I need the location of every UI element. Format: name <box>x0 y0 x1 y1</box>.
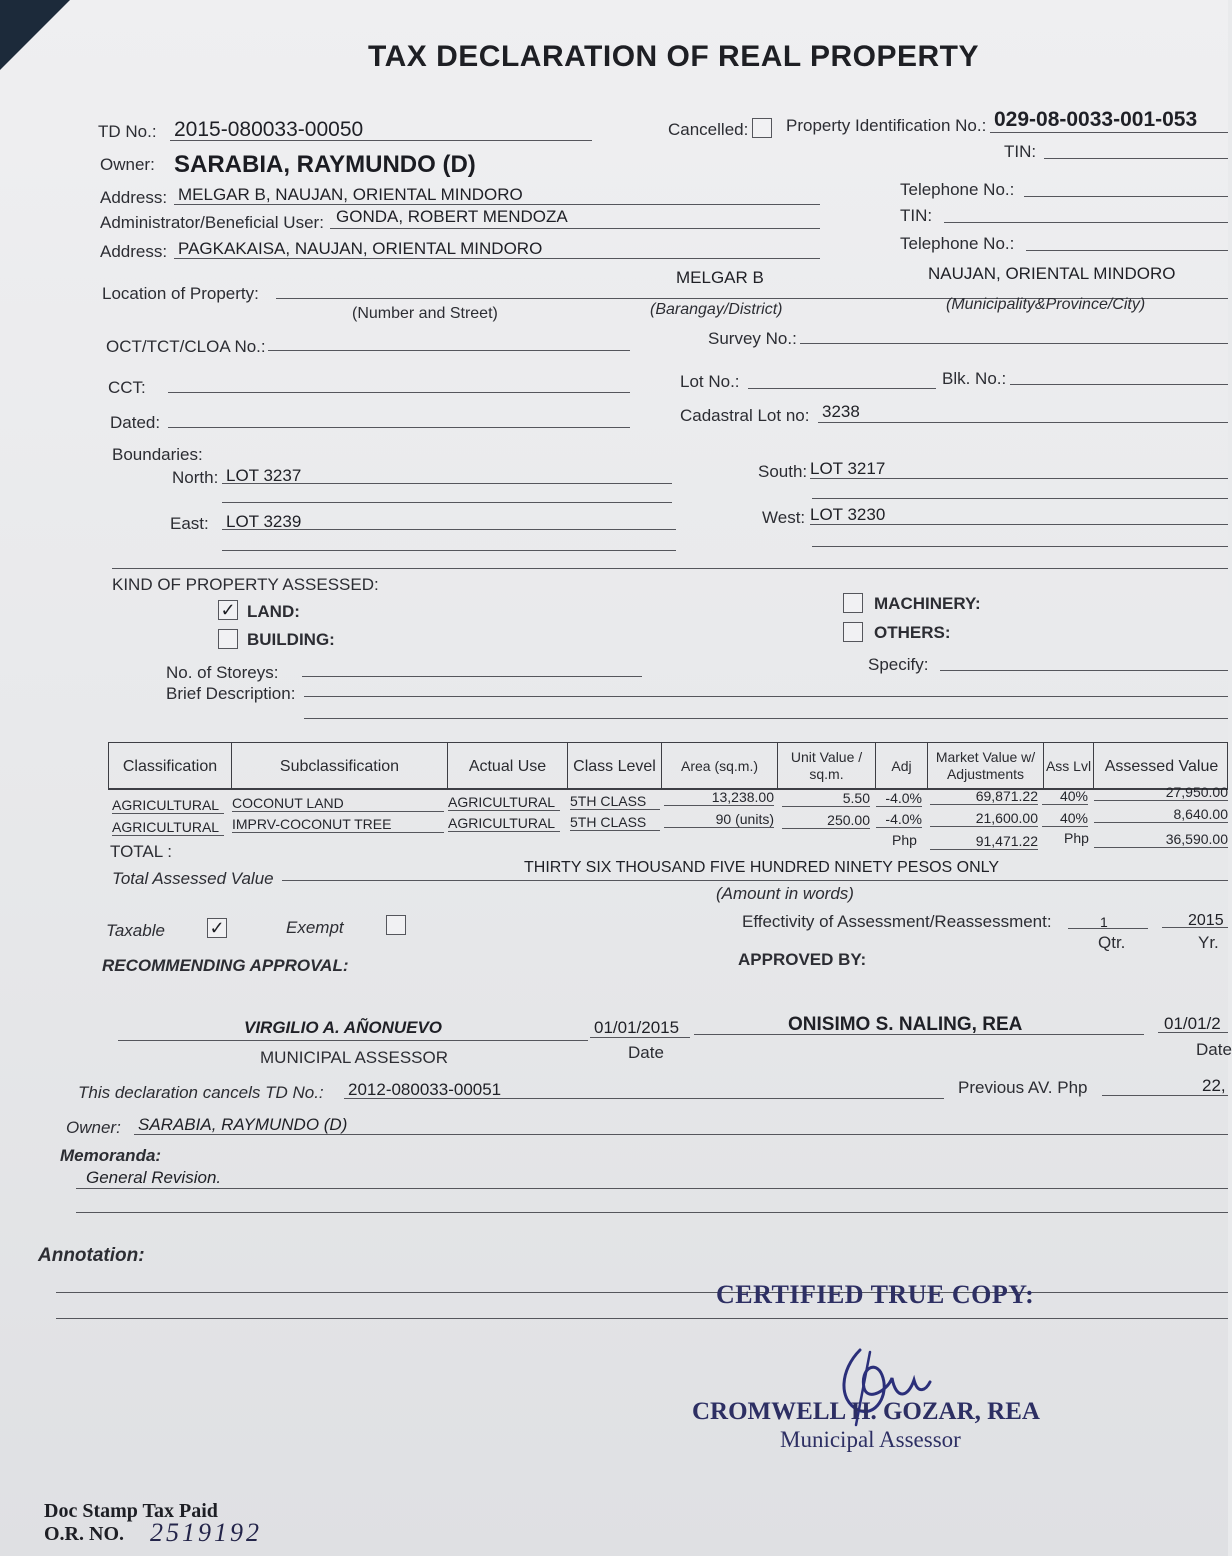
boundaries-divider <box>112 568 1228 569</box>
th-assessed-value: Assessed Value <box>1093 743 1229 789</box>
caption-municipality: (Municipality&Province/City) <box>946 296 1146 313</box>
row1-unit-value: 5.50 <box>782 790 870 807</box>
th-adj: Adj <box>875 743 927 789</box>
taxable-checkbox[interactable] <box>207 918 227 938</box>
owner-label: Owner: <box>100 155 155 174</box>
cancels-line <box>344 1098 944 1099</box>
address1-value: MELGAR B, NAUJAN, ORIENTAL MINDORO <box>178 185 523 204</box>
survey-line <box>800 343 1228 344</box>
annotation-line <box>56 1292 1228 1293</box>
row1-market-value: 69,871.22 <box>930 788 1038 805</box>
th-subclassification: Subclassification <box>231 743 447 789</box>
south-value: LOT 3217 <box>810 459 886 478</box>
exempt-checkbox[interactable] <box>386 915 406 935</box>
total-php-1: Php <box>892 832 917 848</box>
row2-class-level: 5TH CLASS <box>570 814 660 831</box>
row1-actual-use: AGRICULTURAL <box>448 794 560 811</box>
oct-line <box>268 350 630 351</box>
recommender-date: 01/01/2015 <box>594 1018 680 1037</box>
oct-label: OCT/TCT/CLOA No.: <box>106 337 266 356</box>
west-line <box>810 524 1228 525</box>
row2-subclassification: IMPRV-COCONUT TREE <box>232 816 444 833</box>
row2-assessed-value: 8,640.00 <box>1094 806 1228 823</box>
th-area: Area (sq.m.) <box>661 743 777 789</box>
east-line <box>222 529 676 530</box>
storeys-label: No. of Storeys: <box>166 663 279 682</box>
cadastral-label: Cadastral Lot no: <box>680 406 810 425</box>
brief-label: Brief Description: <box>166 684 296 703</box>
tin2-line <box>944 222 1228 223</box>
th-actual-use: Actual Use <box>447 743 567 789</box>
administrator-line <box>330 228 820 229</box>
telephone1-label: Telephone No.: <box>900 180 1015 199</box>
dated-line <box>168 427 630 428</box>
address2-line <box>174 258 820 259</box>
west-value: LOT 3230 <box>810 505 886 524</box>
effectivity-qtr: 1 <box>1100 914 1108 930</box>
boundaries-label: Boundaries: <box>112 445 203 464</box>
east-line-2 <box>222 550 676 551</box>
pin-value: 029-08-0033-001-053 <box>994 108 1198 131</box>
barangay-value: MELGAR B <box>676 268 764 287</box>
brief-line <box>304 696 1228 697</box>
row2-actual-use: AGRICULTURAL <box>448 815 560 832</box>
cadastral-line <box>818 422 1228 423</box>
cancels-value: 2012-080033-00051 <box>348 1080 502 1099</box>
cancels-label: This declaration cancels TD No.: <box>78 1083 324 1102</box>
south-line-2 <box>812 498 1228 499</box>
row2-area: 90 (units) <box>664 811 774 828</box>
memoranda-line <box>76 1188 1228 1189</box>
municipality-value: NAUJAN, ORIENTAL MINDORO <box>928 264 1176 283</box>
total-assessed-value: 36,590.00 <box>1094 831 1228 848</box>
row1-classification: AGRICULTURAL <box>112 797 224 814</box>
row1-class-level: 5TH CLASS <box>570 793 660 810</box>
telephone2-line <box>1026 250 1228 251</box>
north-line <box>222 483 672 484</box>
row1-ass-lvl: 40% <box>1042 788 1088 805</box>
row2-classification: AGRICULTURAL <box>112 819 224 836</box>
th-class-level: Class Level <box>567 743 661 789</box>
owner-value: SARABIA, RAYMUNDO (D) <box>174 151 476 178</box>
north-value: LOT 3237 <box>226 466 302 485</box>
previous-av-value: 22, <box>1202 1076 1226 1095</box>
annotation-line-2 <box>56 1318 1228 1319</box>
tin1-label: TIN: <box>1004 142 1037 161</box>
yr-label: Yr. <box>1198 933 1219 952</box>
owner2-label: Owner: <box>66 1118 121 1137</box>
row1-subclassification: COCONUT LAND <box>232 795 444 812</box>
row1-assessed-value: 27,950.00 <box>1094 784 1228 801</box>
row2-unit-value: 250.00 <box>782 812 870 829</box>
td-no-value: 2015-080033-00050 <box>174 118 364 141</box>
total-market-value: 91,471.22 <box>930 833 1038 850</box>
qtr-label: Qtr. <box>1098 933 1126 952</box>
caption-street: (Number and Street) <box>352 305 498 322</box>
recommender-line <box>118 1040 588 1041</box>
specify-line <box>940 670 1228 671</box>
or-no-label: O.R. NO. <box>44 1523 124 1545</box>
address1-line <box>174 204 820 205</box>
row1-adj: -4.0% <box>876 790 922 807</box>
building-label: BUILDING: <box>247 630 335 649</box>
approved-label: APPROVED BY: <box>738 950 867 969</box>
total-assessed-label: Total Assessed Value <box>112 869 274 888</box>
recommender-name: VIRGILIO A. AÑONUEVO <box>244 1018 443 1037</box>
dated-label: Dated: <box>110 413 161 432</box>
document-title: TAX DECLARATION OF REAL PROPERTY <box>368 40 980 73</box>
th-market-value: Market Value w/ Adjustments <box>927 743 1043 789</box>
land-checkbox[interactable] <box>218 600 238 620</box>
owner2-line <box>134 1134 1228 1135</box>
row1-area: 13,238.00 <box>664 789 774 806</box>
owner2-value: SARABIA, RAYMUNDO (D) <box>138 1115 348 1134</box>
administrator-value: GONDA, ROBERT MENDOZA <box>336 207 568 226</box>
previous-av-line <box>1102 1095 1228 1096</box>
north-label: North: <box>172 468 219 487</box>
west-line-2 <box>812 546 1228 547</box>
east-value: LOT 3239 <box>226 512 302 531</box>
assessment-table-header <box>108 742 1228 790</box>
address2-label: Address: <box>100 242 168 261</box>
pin-line <box>990 132 1228 133</box>
row2-adj: -4.0% <box>876 811 922 828</box>
or-no-value: 2519192 <box>150 1518 262 1547</box>
effectivity-yr: 2015 <box>1188 912 1224 929</box>
machinery-checkbox[interactable] <box>843 593 863 613</box>
memoranda-label: Memoranda: <box>60 1146 162 1165</box>
th-unit-value: Unit Value / sq.m. <box>777 743 875 789</box>
th-classification: Classification <box>122 757 218 775</box>
total-php-2: Php <box>1064 830 1089 846</box>
exempt-label: Exempt <box>286 918 344 937</box>
lot-label: Lot No.: <box>680 372 740 391</box>
south-line <box>810 478 1228 479</box>
recommender-title: MUNICIPAL ASSESSOR <box>260 1048 448 1067</box>
td-no-label: TD No.: <box>98 122 157 141</box>
certifier-title: Municipal Assessor <box>780 1427 961 1452</box>
approver-date: 01/01/2 <box>1164 1014 1221 1033</box>
cancelled-checkbox[interactable] <box>752 118 772 138</box>
west-label: West: <box>762 508 806 527</box>
location-label: Location of Property: <box>102 284 259 303</box>
check-icon: ✓ <box>220 600 236 620</box>
check-icon: ✓ <box>209 918 225 938</box>
cct-line <box>168 392 630 393</box>
cct-label: CCT: <box>108 378 146 397</box>
recommending-label: RECOMMENDING APPROVAL: <box>102 956 349 975</box>
annotation-label: Annotation: <box>38 1245 145 1266</box>
blk-line <box>1010 384 1228 385</box>
lot-line <box>748 388 936 389</box>
administrator-label: Administrator/Beneficial User: <box>100 213 324 232</box>
certifier-name: CROMWELL H. GOZAR, REA <box>692 1398 1040 1425</box>
approver-date-label: Date <box>1196 1040 1232 1059</box>
row2-market-value: 21,600.00 <box>930 810 1038 827</box>
row2-ass-lvl: 40% <box>1042 810 1088 827</box>
address1-label: Address: <box>100 188 168 207</box>
north-line-2 <box>222 502 672 503</box>
th-ass-lvl: Ass Lvl <box>1043 743 1093 789</box>
kind-label: KIND OF PROPERTY ASSESSED: <box>112 575 379 594</box>
yr-line <box>1162 927 1228 928</box>
pin-label: Property Identification No.: <box>786 116 987 135</box>
cancelled-label: Cancelled: <box>668 120 749 139</box>
south-label: South: <box>758 462 808 481</box>
qtr-line <box>1068 928 1148 929</box>
approver-date-line <box>1158 1032 1228 1033</box>
td-no-line <box>170 140 592 141</box>
others-checkbox[interactable] <box>843 622 863 642</box>
brief-line-2 <box>304 718 1228 719</box>
page-corner-shadow <box>0 0 70 70</box>
survey-label: Survey No.: <box>708 329 797 348</box>
total-assessed-line <box>282 880 1228 881</box>
address2-value: PAGKAKAISA, NAUJAN, ORIENTAL MINDORO <box>178 239 543 258</box>
land-label: LAND: <box>247 602 300 621</box>
caption-barangay: (Barangay/District) <box>650 301 783 318</box>
telephone1-line <box>1024 196 1228 197</box>
amount-in-words-caption: (Amount in words) <box>716 884 854 903</box>
machinery-label: MACHINERY: <box>874 594 981 613</box>
recommender-date-line <box>590 1037 690 1038</box>
total-assessed-words: THIRTY SIX THOUSAND FIVE HUNDRED NINETY PESOS ONLY <box>524 859 1000 876</box>
building-checkbox[interactable] <box>218 629 238 649</box>
total-label: TOTAL : <box>110 842 173 861</box>
tin1-line <box>1044 158 1228 159</box>
memoranda-line-2 <box>76 1212 1228 1213</box>
effectivity-label: Effectivity of Assessment/Reassessment: <box>742 912 1052 931</box>
memoranda-value: General Revision. <box>86 1168 222 1187</box>
specify-label: Specify: <box>868 655 929 674</box>
others-label: OTHERS: <box>874 623 951 642</box>
recommender-date-label: Date <box>628 1043 664 1062</box>
taxable-label: Taxable <box>106 921 165 940</box>
doc-stamp-line: Doc Stamp Tax Paid <box>44 1500 218 1522</box>
storeys-line <box>302 676 642 677</box>
blk-label: Blk. No.: <box>942 369 1007 388</box>
east-label: East: <box>170 514 209 533</box>
approver-name: ONISIMO S. NALING, REA <box>788 1014 1023 1035</box>
previous-av-label: Previous AV. Php <box>958 1078 1088 1097</box>
cadastral-value: 3238 <box>822 402 860 421</box>
certified-true-copy-stamp: CERTIFIED TRUE COPY: <box>716 1280 1035 1309</box>
telephone2-label: Telephone No.: <box>900 234 1015 253</box>
approver-line <box>694 1034 1144 1035</box>
tin2-label: TIN: <box>900 206 933 225</box>
